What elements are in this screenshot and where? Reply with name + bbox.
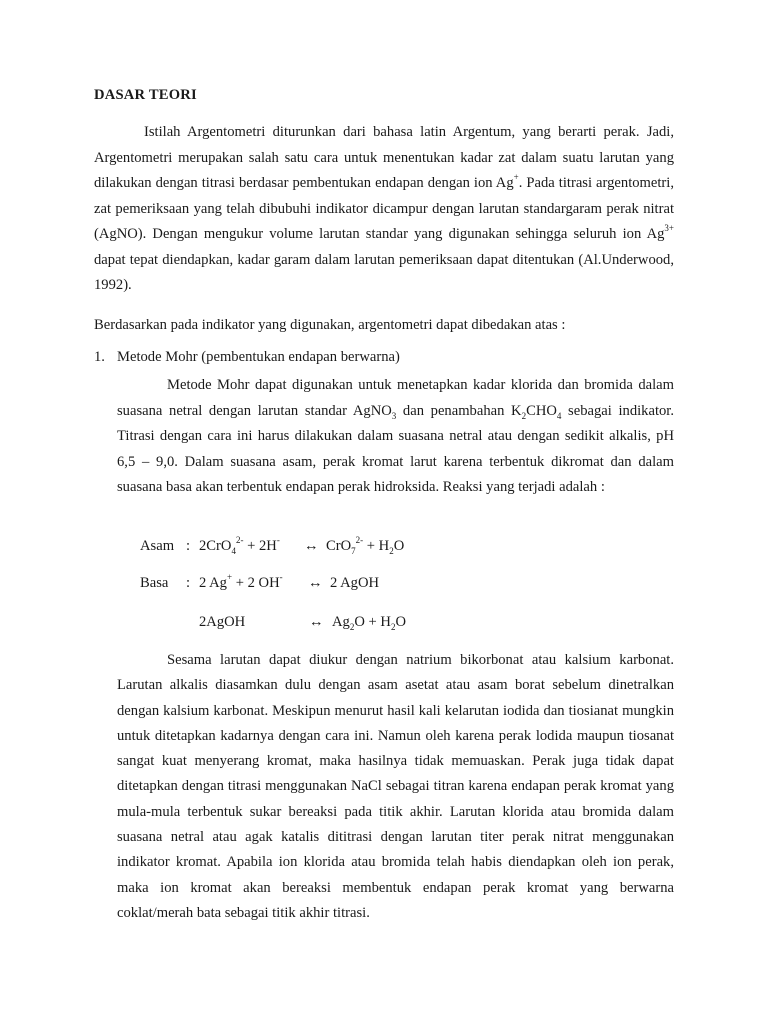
equation-base-label: Basa: [140, 575, 169, 591]
mohr-text-a: Metode Mohr dapat digunakan untuk menetapkan kadar klorida dan bromida dalam suasana netral dengan larutan standar AgNO: [117, 377, 674, 419]
equation-3-arrow: ↔: [309, 614, 324, 630]
equation-acid-label: Asam: [140, 538, 175, 554]
equation-acid-arrow: ↔: [304, 538, 319, 554]
equation-base-left: 2 Ag+ + 2 OH-: [199, 572, 283, 591]
equation-acid-right: $CrO_7^{2-} + H_2O$: [326, 535, 405, 556]
list-item-title: Metode Mohr (pembentukan endapan berwarna): [117, 349, 400, 365]
section-heading: DASAR TEORI: [94, 87, 197, 103]
paragraph-mohr: [117, 373, 674, 501]
mohr-sub-1: 3: [391, 410, 397, 421]
mohr-text-b: dan penambahan K: [396, 402, 522, 419]
intro-sup-2: 3+: [664, 223, 674, 234]
mohr-sub-3: 4: [556, 410, 562, 421]
mohr-text-c: CHO: [526, 402, 557, 419]
intro-sup-1: +: [513, 172, 519, 183]
equation-acid-left: 2CrO$_4^{2-}$ + 2H-: [199, 535, 280, 556]
mohr-sub-2: 2: [521, 410, 527, 421]
list-number: 1.: [94, 349, 105, 365]
equation-acid-colon: :: [186, 538, 191, 554]
paragraph-classification: Berdasarkan pada indikator yang digunakan, argentometri dapat dibedakan atas :: [94, 317, 566, 333]
equation-base-arrow: ↔: [308, 575, 323, 591]
intro-text-c: dapat tepat diendapkan, kadar garam dalam larutan pemeriksaan dapat ditentukan (Al.Underwood, 1992).: [94, 251, 674, 293]
mohr-text-d: sebagai indikator. Titrasi dengan cara ini harus dilakukan dalam suasana netral atau dengan sedikit alkalis, pH 6,5 – 9,0. Dalam suasana asam, perak kromat larut karena terbentuk dikromat dan dalam suasana basa akan terbentuk endapan perak hidroksida. Reaksi yang terjadi adalah :: [117, 402, 674, 495]
equation-3-right: $Ag_2O + H_2O$: [332, 614, 406, 632]
equation-base-right: 2 AgOH: [330, 575, 380, 591]
paragraph-intro: [94, 120, 674, 299]
intro-text-b: . Pada titrasi argentometri, zat pemeriksaan yang telah dibubuhi indikator dicampur dengan larutan standargaram perak nitrat (AgNO). Dengan mengukur volume larutan standar yang digunakan sehingga seluruh ion Ag: [94, 175, 674, 242]
equation-3-left: 2AgOH: [199, 614, 246, 630]
intro-text-a: Istilah Argentometri diturunkan dari bahasa latin Argentum, yang berarti perak. Jadi, Argentometri merupakan salah satu cara untuk menentukan kadar zat dalam suatu larutan yang dilakukan dengan titrasi berdasar pembentukan endapan dengan ion Ag: [94, 124, 674, 191]
paragraph-mohr-details: Sesama larutan dapat diukur dengan natrium bikorbonat atau kalsium karbonat. Larutan alkalis diasamkan dulu dengan asam asetat atau asam borat sebelum dinetralkan dengan kalsium karbonat. Meskipun menurut hasil kali kelarutan iodida dan tiosianat mungkin untuk ditetapkan kadarnya dengan cara ini. Namun oleh karena perak lodida maupun tiosanat sangat kuat menyerang kromat, maka hasilnya tidak memuaskan. Perak juga tidak dapat ditetapkan dengan titrasi menggunakan NaCl sebagai titran karena endapan perak kromat yang mula-mula terbentuk sukar bereaksi pada titik akhir. Larutan klorida atau bromida dalam suasana netral atau agak katalis dititrasi dengan larutan titer perak nitrat menggunakan indikator kromat. Apabila ion klorida atau bromida telah habis diendapkan oleh ion perak, maka ion kromat akan bereaksi membentuk endapan perak kromat yang berwarna coklat/merah bata sebagai titik akhir titrasi.: [117, 652, 674, 921]
equation-base-colon: :: [186, 575, 191, 591]
